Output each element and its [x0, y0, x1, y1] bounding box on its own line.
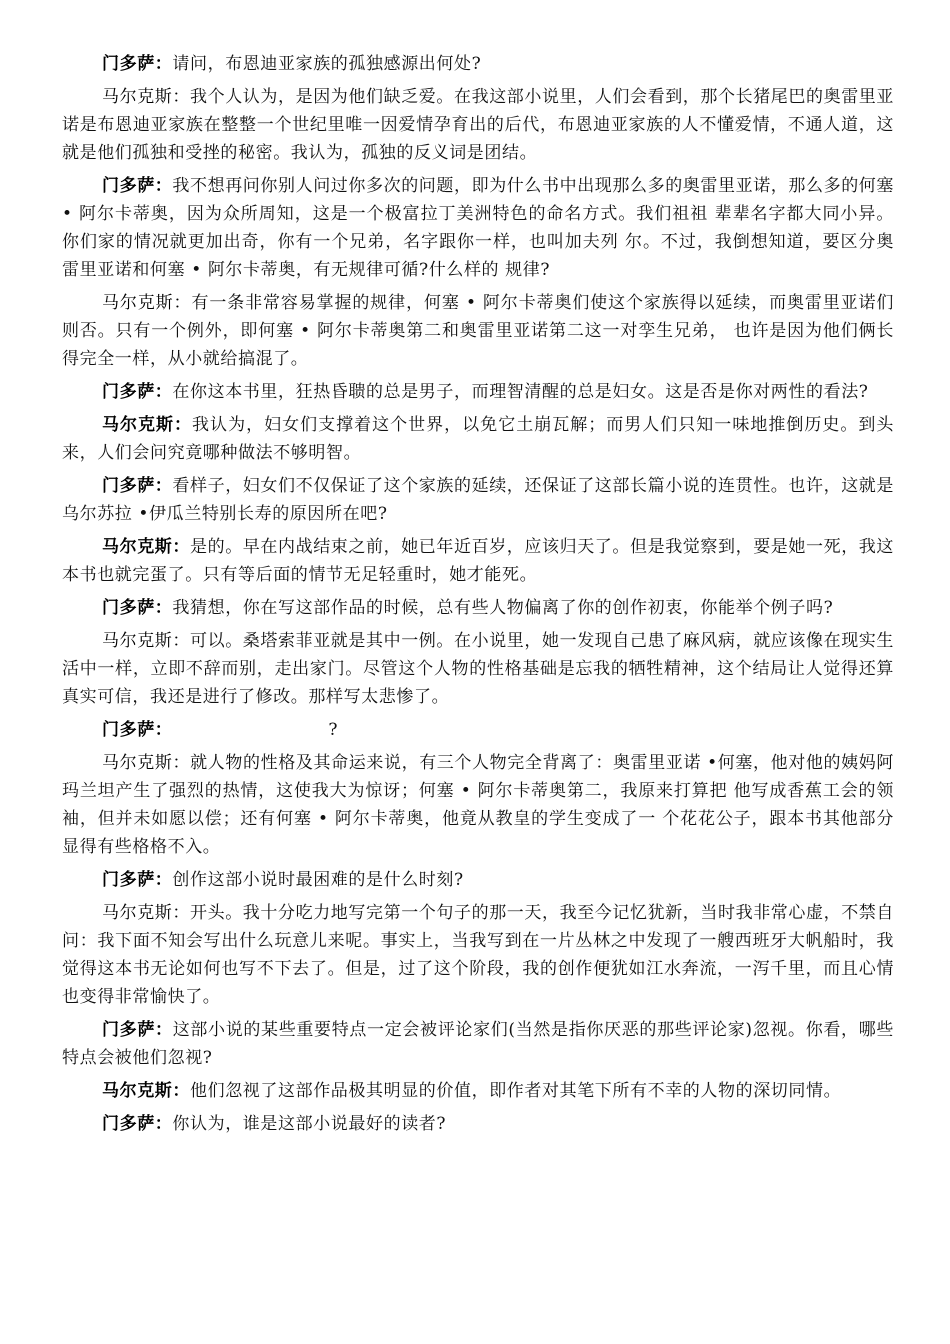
paragraph — [62, 594, 894, 622]
paragraph-text: 有一条非常容易掌握的规律，何塞 • 阿尔卡蒂奥们使这个家族得以延续，而奥雷里亚诺们则否。只有一个例外，即何塞 • 阿尔卡蒂奥第二和奥雷里亚诺第二这一对孪生兄弟， 也许是因为他们俩长得完全一样，从小就给搞混了。 — [62, 293, 895, 369]
paragraph-text: 他们忽视了这部作品极其明显的价值，即作者对其笔下所有不幸的人物的深切同情。 — [190, 1081, 842, 1101]
paragraph-text: 我不想再问你别人问过你多次的问题，即为什么书中出现那么多的奥雷里亚诺，那么多的何塞 • 阿尔卡蒂奥，因为众所周知，这是一个极富拉丁美洲特色的命名方式。我们祖祖 辈辈名字都大同小异。你们家的情况就更加出奇，你有一个兄弟，名字跟你一样，也叫加夫列 尔。不过，我倒想知道，要区分奥雷里亚诺和何塞 • 阿尔卡蒂奥，有无规律可循?什么样的 规律? — [62, 176, 895, 280]
paragraph-text: 你认为，谁是这部小说最好的读者? — [172, 1114, 447, 1134]
paragraph — [62, 83, 894, 167]
paragraph — [62, 411, 894, 467]
paragraph — [62, 1077, 894, 1105]
speaker-label: 门多萨： — [102, 176, 173, 196]
speaker-label: 门多萨： — [102, 1114, 173, 1134]
paragraph — [62, 716, 894, 744]
paragraph-text: 可以。桑塔索菲亚就是其中一例。在小说里，她一发现自己患了麻风病，就应该像在现实生活中一样，立即不辞而别，走出家门。尽管这个人物的性格基础是忘我的牺牲精神，这个结局让人觉得还算真实可信，我还是进行了修改。那样写太悲惨了。 — [62, 631, 894, 707]
paragraph-text: 就人物的性格及其命运来说，有三个人物完全背离了：奥雷里亚诺 •何塞，他对他的姨妈阿玛兰坦产生了强烈的热情，这使我大为惊讶；何塞 • 阿尔卡蒂奥第二，我原来打算把 他写成香蕉工会的领袖，但并未如愿以偿；还有何塞 • 阿尔卡蒂奥，他竟从教皇的学生变成了一 个花花公子，跟本书其他部分显得有些格格不入。 — [62, 753, 894, 857]
paragraph — [62, 1110, 894, 1138]
paragraph-text: 开头。我十分吃力地写完第一个句子的那一天，我至今记忆犹新，当时我非常心虚，不禁自问：我下面不知会写出什么玩意儿来呢。事实上，当我写到在一片丛林之中发现了一艘西班牙大帆船时，我觉得这本书无论如何也写不下去了。但是，过了这个阶段，我的创作便犹如江水奔流，一泻千里，而且心情也变得非常愉快了。 — [62, 903, 894, 1007]
speaker-label: 马尔克斯： — [102, 903, 190, 923]
paragraph-text: 在你这本书里，狂热昏聩的总是男子，而理智清醒的总是妇女。这是否是你对两性的看法? — [172, 382, 869, 402]
paragraph-text: 看样子，妇女们不仅保证了这个家族的延续，还保证了这部长篇小说的连贯性。也许，这就是乌尔苏拉 •伊瓜兰特别长寿的原因所在吧? — [62, 476, 895, 524]
speaker-label: 马尔克斯： — [102, 87, 190, 107]
paragraph-text: 我猜想，你在写这部作品的时候，总有些人物偏离了你的创作初衷，你能举个例子吗? — [172, 598, 834, 618]
paragraph-text: 这部小说的某些重要特点一定会被评论家们(当然是指你厌恶的那些评论家)忽视。你看，哪些特点会被他们忽视? — [62, 1020, 894, 1068]
paragraph — [62, 533, 894, 589]
paragraph — [62, 866, 894, 894]
speaker-label: 马尔克斯： — [102, 415, 193, 435]
speaker-label: 马尔克斯： — [102, 293, 192, 313]
paragraph-text: 我认为，妇女们支撑着这个世界，以免它土崩瓦解；而男人们只知一味地推倒历史。到头来，人们会问究竟哪种做法不够明智。 — [62, 415, 894, 463]
paragraph-text: 是的。早在内战结束之前，她已年近百岁，应该归天了。但是我觉察到，要是她一死，我这本书也就完蛋了。只有等后面的情节无足轻重时，她才能死。 — [62, 537, 894, 585]
question-mark: ? — [328, 720, 339, 740]
paragraph — [62, 627, 894, 711]
interview-dialogue — [62, 50, 894, 1143]
speaker-label: 马尔克斯： — [102, 753, 191, 773]
paragraph — [62, 50, 894, 78]
speaker-label: 门多萨： — [102, 598, 173, 618]
paragraph-text: 我个人认为，是因为他们缺乏爱。在我这部小说里，人们会看到，那个长猪尾巴的奥雷里亚诺是布恩迪亚家族在整整一个世纪里唯一因爱情孕育出的后代，布恩迪亚家族的人不懂爱情，不通人道，这就是他们孤独和受挫的秘密。我认为，孤独的反义词是团结。 — [62, 87, 894, 163]
speaker-label: 门多萨： — [102, 720, 173, 740]
paragraph — [62, 1016, 894, 1072]
speaker-label: 门多萨： — [102, 1020, 173, 1040]
paragraph-text: 请问，布恩迪亚家族的孤独感源出何处? — [172, 54, 482, 74]
paragraph — [62, 172, 894, 284]
speaker-label: 马尔克斯： — [102, 631, 190, 651]
speaker-label: 马尔克斯： — [102, 537, 190, 557]
speaker-label: 门多萨： — [102, 870, 173, 890]
paragraph — [62, 378, 894, 406]
paragraph — [62, 749, 894, 861]
paragraph — [62, 472, 894, 528]
paragraph — [62, 289, 894, 373]
paragraph — [62, 899, 894, 1011]
speaker-label: 门多萨： — [102, 382, 173, 402]
paragraph-text: 创作这部小说时最困难的是什么时刻? — [172, 870, 464, 890]
speaker-label: 门多萨： — [102, 54, 173, 74]
speaker-label: 马尔克斯： — [102, 1081, 190, 1101]
speaker-label: 门多萨： — [102, 476, 173, 496]
